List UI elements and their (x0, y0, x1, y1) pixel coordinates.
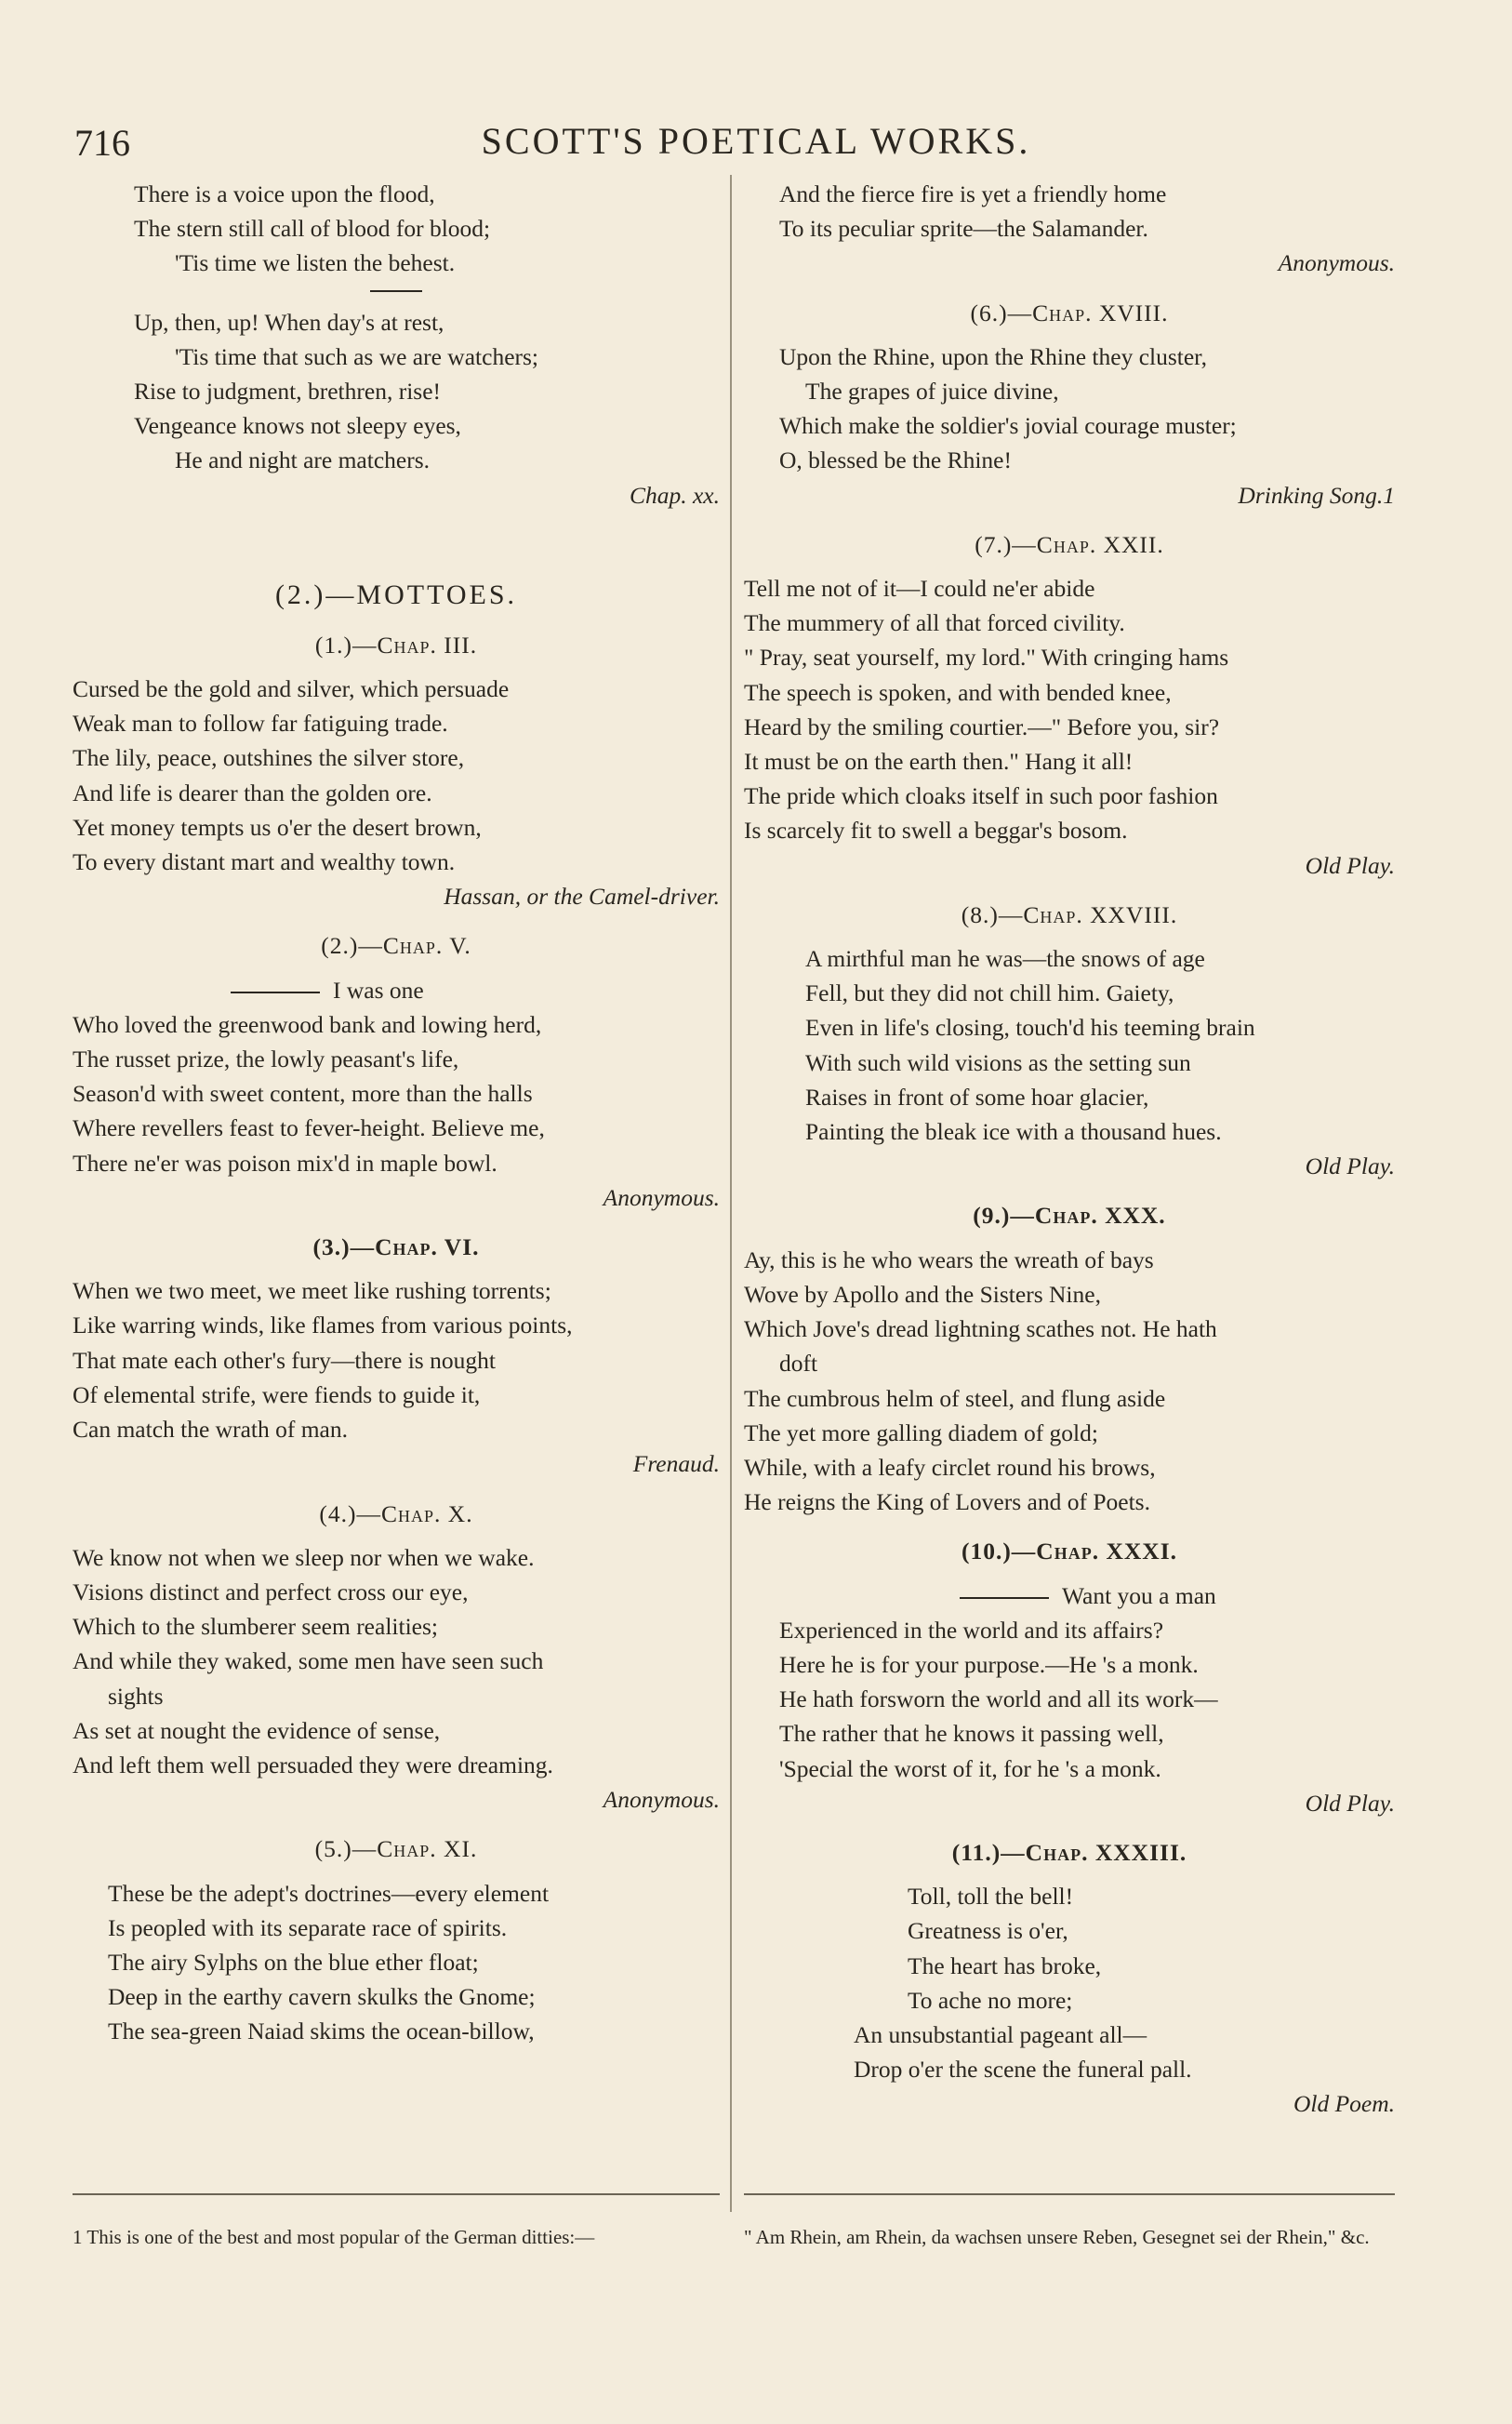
verse-line: Wove by Apollo and the Sisters Nine, (744, 1280, 1101, 1308)
page-number: 716 (74, 122, 130, 164)
verse-line: Cursed be the gold and silver, which persuade (73, 675, 510, 703)
verse-line: The speech is spoken, and with bended knee, (744, 678, 1172, 706)
attribution: Old Play. (1305, 851, 1395, 879)
motto-heading: (3.)—Chap. VI. (312, 1233, 480, 1261)
motto-5 (73, 1831, 720, 2048)
verse-line: Upon the Rhine, upon the Rhine they cluster, (779, 342, 1208, 370)
verse-line: Experienced in the world and its affairs? (779, 1616, 1164, 1644)
verse-line: Which to the slumberer seem realities; (73, 1613, 438, 1641)
motto-9 (744, 1198, 1395, 1519)
column-divider (730, 175, 732, 2212)
attribution: Anonymous. (603, 1786, 720, 1814)
verse-line: As set at nought the evidence of sense, (73, 1716, 441, 1744)
verse-line: To its peculiar sprite—the Salamander. (779, 215, 1148, 243)
verse-line (744, 1578, 1395, 1613)
verse-line: There is a voice upon the flood, (134, 180, 435, 207)
verse-line: The rather that he knows it passing well, (779, 1720, 1164, 1748)
verse-line: There ne'er was poison mix'd in maple bowl. (73, 1149, 497, 1177)
em-dash-rule (960, 1597, 1049, 1599)
motto-3 (73, 1230, 720, 1481)
verse-line: The pride which cloaks itself in such poor fashion (744, 782, 1218, 810)
motto-heading: (7.)—Chap. XXII. (975, 530, 1164, 558)
verse-line: Of elemental strife, were fiends to guide it, (73, 1380, 481, 1408)
attribution: Anonymous. (1278, 249, 1395, 277)
verse-line: Is peopled with its separate race of spirits. (108, 1913, 508, 1941)
motto-heading: (4.)—Chap. X. (319, 1499, 473, 1527)
verse-line: The sea-green Naiad skims the ocean-billow, (108, 2018, 535, 2045)
verse-line: The cumbrous helm of steel, and flung aside (744, 1384, 1166, 1412)
motto-10 (744, 1534, 1395, 1820)
motto-4 (73, 1497, 720, 1818)
verse-line: And the fierce fire is yet a friendly home (779, 180, 1167, 207)
motto-heading: (6.)—Chap. XVIII. (970, 299, 1169, 326)
verse-line: Deep in the earthy cavern skulks the Gnome; (108, 1983, 536, 2011)
verse-line: To ache no more; (908, 1986, 1073, 2014)
attribution: Old Poem. (1293, 2090, 1395, 2118)
verse-line: And life is dearer than the golden ore. (73, 779, 432, 806)
motto-2 (73, 928, 720, 1215)
verse-line: When we two meet, we meet like rushing torrents; (73, 1277, 551, 1305)
attribution: Hassan, or the Camel-driver. (444, 883, 720, 911)
verse-line: Raises in front of some hoar glacier, (805, 1083, 1149, 1111)
footnote-left: 1 This is one of the best and most popular of the German ditties:— (73, 2226, 595, 2248)
attribution: Drinking Song.1 (1238, 481, 1395, 509)
verse-line: Heard by the smiling courtier.—" Before you, sir? (744, 713, 1220, 740)
verse-line: These be the adept's doctrines—every element (108, 1879, 550, 1907)
verse-line: 'Special the worst of it, for he 's a monk. (779, 1754, 1161, 1782)
attribution: Frenaud. (632, 1450, 720, 1478)
verse-line: Is scarcely fit to swell a beggar's bosom. (744, 817, 1128, 845)
page-header (0, 113, 1512, 169)
em-dash-rule (231, 992, 320, 993)
verse-line: Like warring winds, like flames from various points, (73, 1312, 573, 1339)
verse-line: He and night are matchers. (175, 446, 431, 474)
verse-line: To every distant mart and wealthy town. (73, 848, 456, 876)
right-column (744, 177, 1395, 2122)
verse-line: Ay, this is he who wears the wreath of bays (744, 1245, 1154, 1273)
motto-6 (744, 296, 1395, 513)
verse-line: Tell me not of it—I could ne'er abide (744, 575, 1095, 603)
verse-line: Drop o'er the scene the funeral pall. (854, 2056, 1192, 2084)
verse-line: He reigns the King of Lovers and of Poets. (744, 1488, 1150, 1516)
verse-line: And while they waked, some men have seen such (73, 1647, 544, 1675)
attribution: Anonymous. (603, 1183, 720, 1211)
verse-line: Which make the soldier's jovial courage muster; (779, 412, 1237, 440)
verse-line: Which Jove's dread lightning scathes not. He hath (744, 1315, 1217, 1343)
verse-line: Vengeance knows not sleepy eyes, (134, 412, 461, 440)
attribution: Old Play. (1305, 1789, 1395, 1817)
footnote-rule (744, 2193, 1395, 2195)
first-line: Want you a man (1062, 1581, 1216, 1609)
motto-heading: (1.)—Chap. III. (314, 631, 478, 659)
verse-line: " Pray, seat yourself, my lord." With cringing hams (744, 644, 1229, 672)
verse-line: That mate each other's fury—there is nought (73, 1346, 496, 1374)
verse-line: Rise to judgment, brethren, rise! (134, 378, 442, 406)
verse-line: doft (779, 1350, 818, 1378)
verse-line: While, with a leafy circlet round his brows, (744, 1453, 1156, 1481)
verse-line: Painting the bleak ice with a thousand hues. (805, 1118, 1222, 1146)
verse-line: Up, then, up! When day's at rest, (134, 308, 444, 336)
verse-line: It must be on the earth then." Hang it all! (744, 748, 1134, 776)
verse-line: Fell, but they did not chill him. Gaiety, (805, 979, 1174, 1007)
verse-line: And left them well persuaded they were dreaming. (73, 1751, 553, 1778)
verse-line: The heart has broke, (908, 1951, 1102, 1979)
verse-line: With such wild visions as the setting sun (805, 1048, 1191, 1076)
section-title: (2.)—MOTTOES. (274, 579, 518, 610)
verse-line: O, blessed be the Rhine! (779, 446, 1012, 474)
motto-heading: (11.)—Chap. XXXIII. (951, 1838, 1187, 1866)
verse-line: An unsubstantial pageant all— (854, 2020, 1147, 2048)
attribution: Chap. xx. (629, 481, 720, 509)
verse-line (73, 973, 720, 1007)
verse-line: The stern still call of blood for blood; (134, 215, 491, 243)
verse-line: 'Tis time that such as we are watchers; (175, 342, 539, 370)
verse-line: The lily, peace, outshines the silver store, (73, 744, 465, 772)
first-line: I was one (333, 976, 424, 1004)
motto-7 (744, 527, 1395, 883)
verse-line: Toll, toll the bell! (908, 1883, 1074, 1911)
verse-line: Greatness is o'er, (908, 1917, 1068, 1945)
verse-line: Even in life's closing, touch'd his teeming brain (805, 1014, 1255, 1042)
motto-heading: (2.)—Chap. V. (321, 932, 471, 960)
verse-line: Yet money tempts us o'er the desert brown, (73, 813, 482, 841)
verse-line: We know not when we sleep nor when we wake. (73, 1543, 535, 1571)
footnote-rule (73, 2193, 720, 2195)
verse-line: Where revellers feast to fever-height. Believe me, (73, 1114, 545, 1142)
verse-line: The mummery of all that forced civility. (744, 609, 1125, 637)
running-title: SCOTT'S POETICAL WORKS. (481, 120, 1031, 162)
motto-8 (744, 898, 1395, 1184)
verse-line: Can match the wrath of man. (73, 1416, 348, 1444)
verse-line: A mirthful man he was—the snows of age (805, 945, 1205, 973)
verse-b (73, 305, 720, 513)
motto-heading: (9.)—Chap. XXX. (973, 1202, 1166, 1230)
verse-line: The russet prize, the lowly peasant's life, (73, 1046, 459, 1073)
motto-heading: (5.)—Chap. XI. (314, 1835, 478, 1863)
verse-line: Season'd with sweet content, more than the halls (73, 1080, 533, 1108)
motto-heading: (8.)—Chap. XXVIII. (961, 900, 1178, 928)
motto-heading: (10.)—Chap. XXXI. (961, 1538, 1178, 1565)
verse-line: Who loved the greenwood bank and lowing herd, (73, 1010, 542, 1038)
verse-a (73, 177, 720, 281)
attribution: Old Play. (1305, 1152, 1395, 1180)
verse-line: 'Tis time we listen the behest. (175, 249, 456, 277)
footnote-right: " Am Rhein, am Rhein, da wachsen unsere Reben, Gesegnet sei der Rhein," &c. (744, 2226, 1370, 2248)
verse-line: The yet more galling diadem of gold; (744, 1418, 1098, 1446)
motto-11 (744, 1835, 1395, 2122)
verse-line: Here he is for your purpose.—He 's a monk. (779, 1650, 1199, 1678)
verse-line: The grapes of juice divine, (805, 378, 1059, 406)
continuation (744, 177, 1395, 281)
verse-line: He hath forsworn the world and all its work— (779, 1685, 1218, 1713)
section-separator (370, 290, 422, 292)
left-column (73, 177, 720, 2049)
motto-1 (73, 628, 720, 914)
verse-line: Visions distinct and perfect cross our eye, (73, 1578, 469, 1605)
verse-line: The airy Sylphs on the blue ether float; (108, 1948, 479, 1976)
verse-line: sights (108, 1682, 164, 1710)
verse-line: Weak man to follow far fatiguing trade. (73, 710, 448, 738)
